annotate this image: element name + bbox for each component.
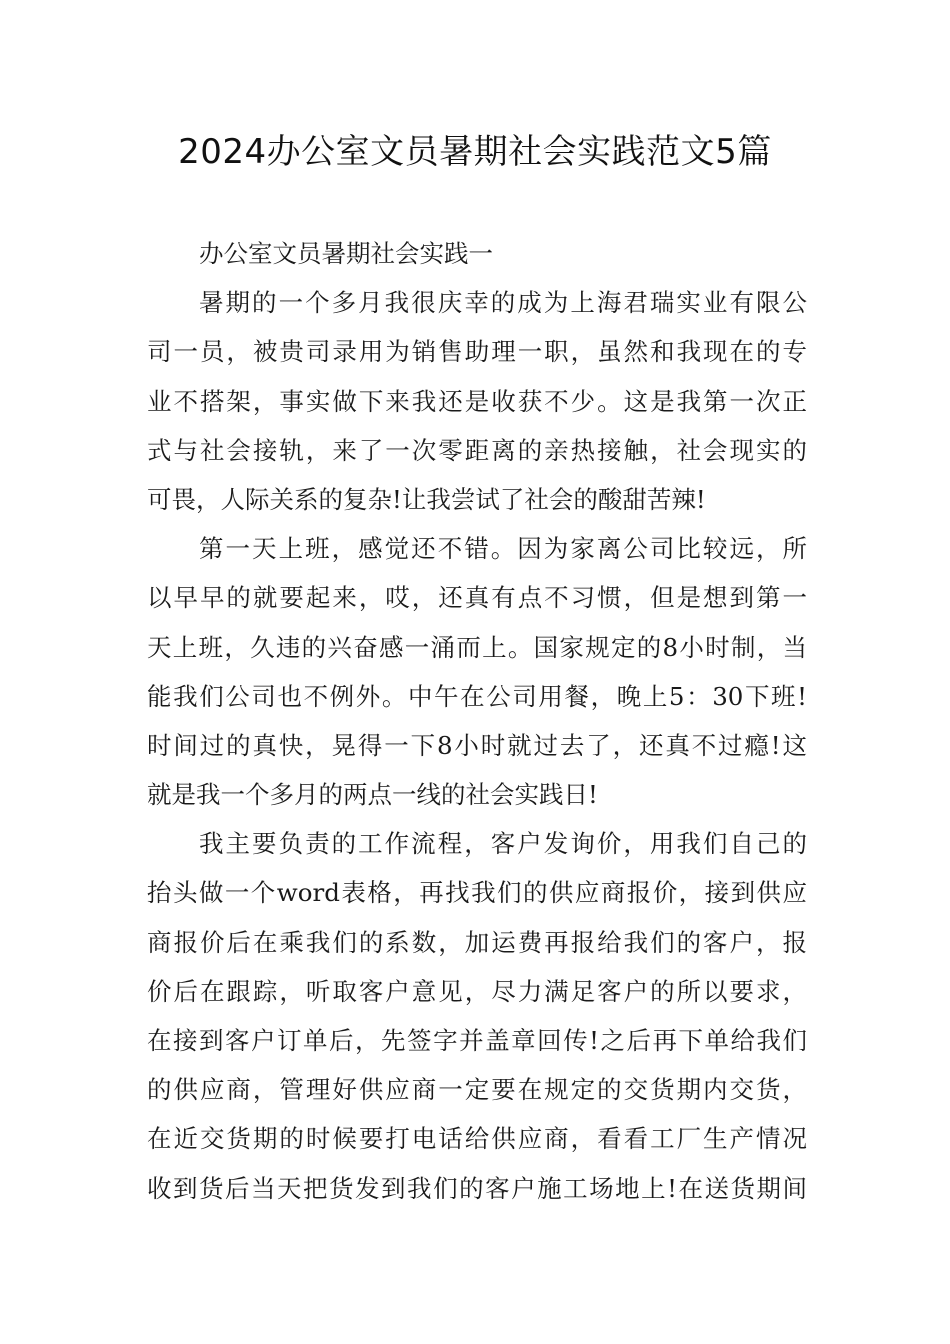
paragraph-line: 能我们公司也不例外。中午在公司用餐，晚上5：30下班! (147, 681, 807, 711)
paragraph-line: 就是我一个多月的两点一线的社会实践日! (147, 780, 598, 810)
paragraph-line: 暑期的一个多月我很庆幸的成为上海君瑞实业有限公 (199, 288, 807, 318)
paragraph-line: 价后在跟踪，听取客户意见，尽力满足客户的所以要求， (147, 976, 807, 1006)
paragraph-line: 业不搭架，事实做下来我还是收获不少。这是我第一次正 (147, 386, 807, 416)
paragraph-line: 式与社会接轨，来了一次零距离的亲热接触，社会现实的 (147, 435, 807, 465)
paragraph-line: 天上班，久违的兴奋感一涌而上。国家规定的8小时制，当 (147, 632, 807, 662)
paragraph-line: 在近交货期的时候要打电话给供应商，看看工厂生产情况 (147, 1124, 807, 1154)
paragraph-line: 司一员，被贵司录用为销售助理一职，虽然和我现在的专 (147, 337, 807, 367)
paragraph-line: 在接到客户订单后，先签字并盖章回传!之后再下单给我们 (147, 1026, 807, 1055)
paragraph-line: 抬头做一个word表格，再找我们的供应商报价，接到供应 (147, 878, 807, 908)
paragraph-line: 可畏，人际关系的复杂!让我尝试了社会的酸甜苦辣! (147, 484, 706, 514)
document-title: 2024办公室文员暑期社会实践范文5篇 (178, 132, 772, 172)
section-heading: 办公室文员暑期社会实践一 (199, 239, 493, 268)
paragraph-line: 我主要负责的工作流程，客户发询价，用我们自己的 (199, 829, 807, 859)
document-body (147, 229, 807, 1213)
paragraph-line: 第一天上班，感觉还不错。因为家离公司比较远，所 (199, 534, 807, 564)
paragraph-line: 收到货后当天把货发到我们的客户施工场地上!在送货期间 (147, 1173, 807, 1203)
paragraph-line: 商报价后在乘我们的系数，加运费再报给我们的客户，报 (147, 927, 807, 957)
paragraph-line: 的供应商，管理好供应商一定要在规定的交货期内交货， (147, 1075, 807, 1105)
paragraph-line: 以早早的就要起来，哎，还真有点不习惯，但是想到第一 (147, 583, 807, 613)
paragraph-line: 时间过的真快，晃得一下8小时就过去了，还真不过瘾!这 (147, 730, 807, 760)
